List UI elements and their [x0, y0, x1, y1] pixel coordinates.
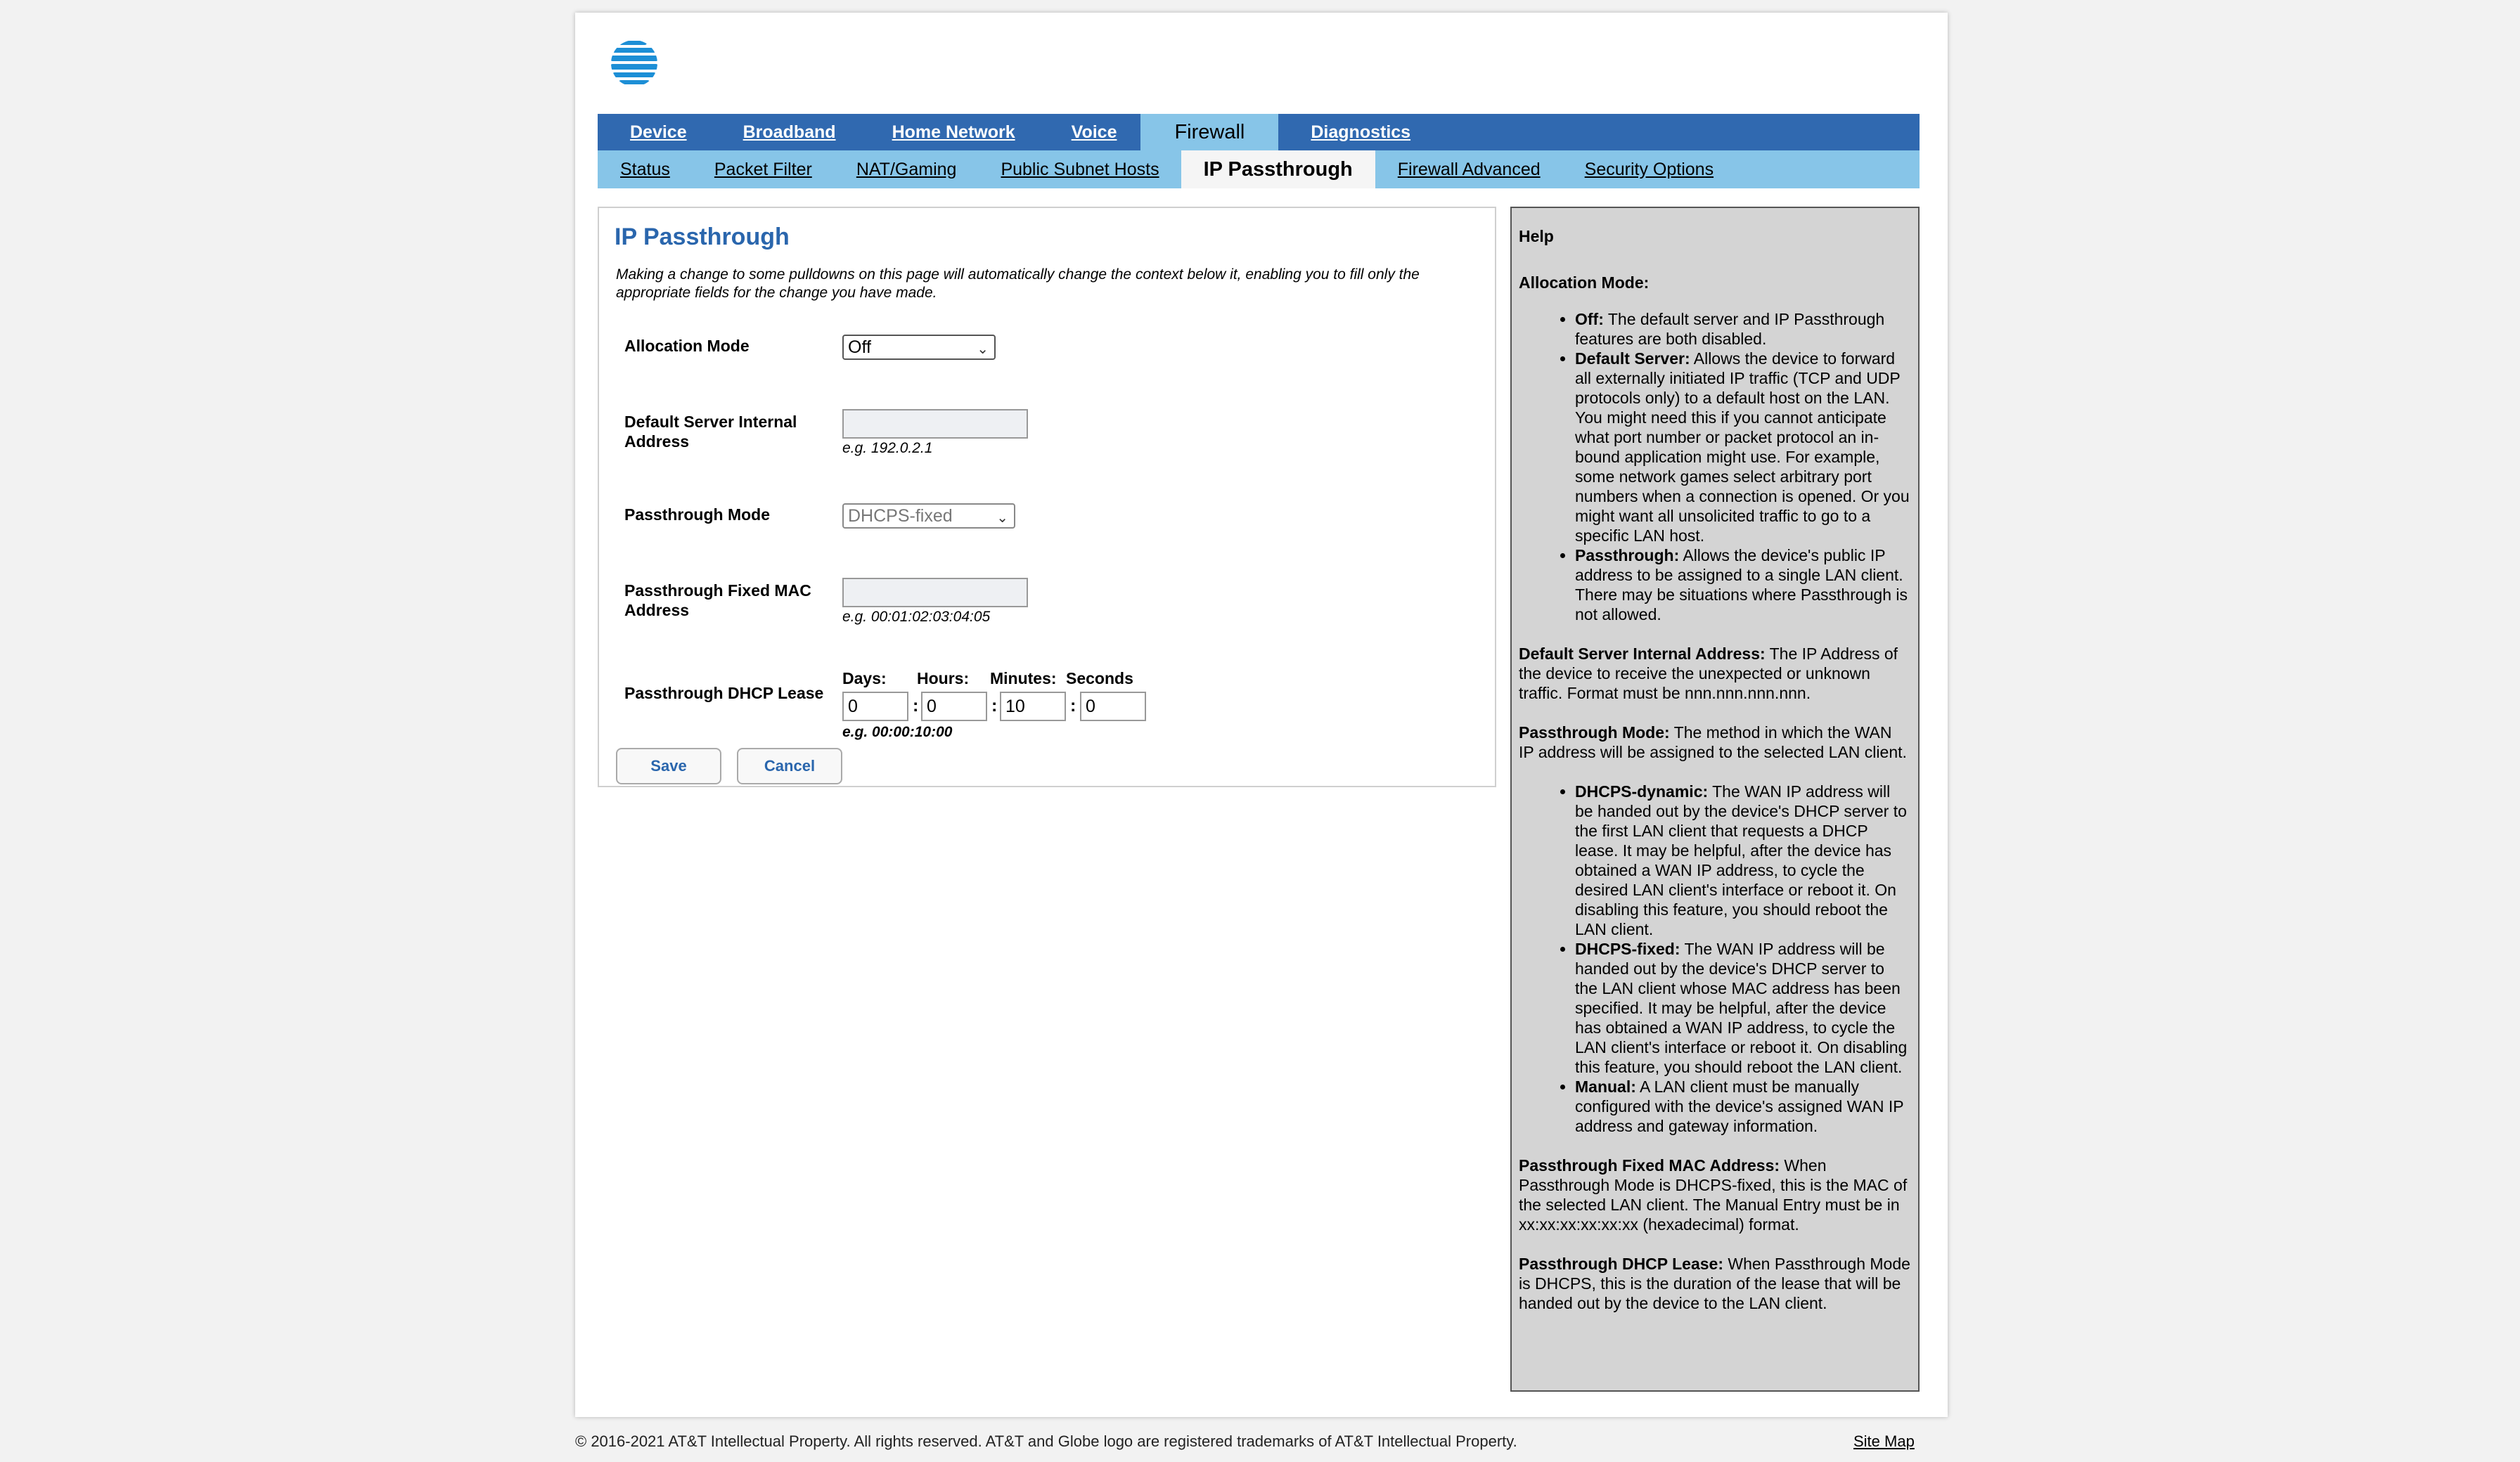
nav-voice[interactable]: Voice: [1071, 122, 1117, 142]
dhcp-lease-label: Passthrough DHCP Lease: [624, 684, 824, 702]
lease-separator: :: [991, 696, 998, 716]
nav-firewall[interactable]: Firewall: [1140, 114, 1278, 150]
help-default-server: Default Server Internal Address: The IP Address of the device to receive the unexpected or unknown traffic. Format must be nnn.nnn.nnn.nnn.: [1519, 645, 1898, 702]
help-mode-list: [1519, 782, 1911, 1136]
lease-minutes-header: Minutes:: [990, 669, 1057, 687]
subnav-status[interactable]: Status: [620, 159, 670, 179]
subnav-ip-passthrough[interactable]: IP Passthrough: [1181, 150, 1375, 188]
lease-days-header: Days:: [842, 669, 887, 687]
help-list-item: • Passthrough: Allows the device's public IP address to be assigned to a single LAN client. There may be situations where Passthrough is not allowed.: [1575, 545, 1911, 624]
allocation-mode-label: Allocation Mode: [624, 337, 750, 355]
page-title: IP Passthrough: [615, 224, 790, 250]
nav-home-network[interactable]: Home Network: [892, 122, 1015, 142]
chevron-down-icon: ⌄: [996, 510, 1008, 526]
subnav-security-options[interactable]: Security Options: [1584, 159, 1714, 179]
mac-address-input[interactable]: [842, 578, 1028, 607]
footer-copyright: © 2016-2021 AT&T Intellectual Property. All rights reserved. AT&T and Globe logo are registered trademarks of AT&T Intellectual Property.: [575, 1432, 1517, 1450]
lease-seconds-input[interactable]: 0: [1080, 692, 1146, 721]
help-list-item: • Off: The default server and IP Passthrough features are both disabled.: [1575, 309, 1911, 349]
default-server-input[interactable]: [842, 409, 1028, 439]
help-dhcp-lease: Passthrough DHCP Lease: When Passthrough Mode is DHCPS, this is the duration of the lease that will be handed out by the device to the LAN client.: [1519, 1255, 1910, 1312]
cancel-button[interactable]: Cancel: [737, 748, 842, 784]
lease-days-input[interactable]: 0: [842, 692, 908, 721]
lease-minutes-input[interactable]: 10: [1000, 692, 1066, 721]
allocation-mode-value: Off: [848, 337, 871, 357]
lease-hint: e.g. 00:00:10:00: [842, 724, 953, 740]
lease-hours-input[interactable]: 0: [921, 692, 987, 721]
top-nav: [598, 114, 1920, 150]
att-globe-logo: [609, 38, 660, 89]
default-server-hint: e.g. 192.0.2.1: [842, 440, 933, 456]
subnav-firewall-advanced[interactable]: Firewall Advanced: [1397, 159, 1541, 179]
page-container: [575, 13, 1948, 1417]
help-list-item: • Manual: A LAN client must be manually configured with the device's assigned WAN IP address and gateway information.: [1575, 1077, 1911, 1136]
sub-nav: [598, 150, 1920, 188]
help-allocation-heading: Allocation Mode:: [1519, 273, 1650, 292]
passthrough-mode-value: DHCPS-fixed: [848, 505, 953, 526]
help-list-item: • Default Server: Allows the device to forward all externally initiated IP traffic (TCP and UDP protocols only) to a default host on the LAN. You might need this if you cannot anticipate what port number or packet protocol an in-bound application might use. For example, some network games select arbitrary port numbers when a connection is opened. Or you might want all unsolicited traffic to go to a specific LAN host.: [1575, 349, 1911, 545]
chevron-down-icon: ⌄: [977, 342, 989, 357]
mac-address-label: Passthrough Fixed MAC Address: [624, 581, 811, 619]
help-title: Help: [1519, 227, 1554, 245]
passthrough-mode-label: Passthrough Mode: [624, 505, 771, 524]
ip-passthrough-form: [598, 207, 1496, 787]
default-server-label: Default Server Internal Address: [624, 413, 797, 451]
help-list-item: • DHCPS-fixed: The WAN IP address will be handed out by the device's DHCP server to the LAN client whose MAC address has been specified. It may be helpful, after the device has obtained a WAN IP address, to cycle the LAN client's interface or reboot it. On disabling this feature, you should reboot the LAN client.: [1575, 939, 1911, 1077]
subnav-nat-gaming[interactable]: NAT/Gaming: [856, 159, 957, 179]
help-allocation-list: [1519, 309, 1911, 624]
subnav-public-subnet-hosts[interactable]: Public Subnet Hosts: [1001, 159, 1159, 179]
help-panel: [1510, 207, 1920, 1392]
nav-device[interactable]: Device: [630, 122, 687, 142]
help-list-item: • DHCPS-dynamic: The WAN IP address will be handed out by the device's DHCP server to the first LAN client that requests a DHCP lease. It may be helpful, after the device has obtained a WAN IP address, to cycle the desired LAN client's interface or reboot it. On disabling this feature, you should reboot the LAN client.: [1575, 782, 1911, 939]
intro-text: Making a change to some pulldowns on this page will automatically change the context below it, enabling you to fill only the appropriate fields for the change you have made.: [616, 266, 1420, 301]
help-mac-address: Passthrough Fixed MAC Address: When Passthrough Mode is DHCPS-fixed, this is the MAC of the selected LAN client. The Manual Entry must be in xx:xx:xx:xx:xx:xx (hexadecimal) format.: [1519, 1156, 1908, 1234]
lease-hours-header: Hours:: [917, 669, 970, 687]
allocation-mode-select[interactable]: [842, 335, 996, 360]
site-map-link[interactable]: Site Map: [1853, 1432, 1915, 1450]
mac-address-hint: e.g. 00:01:02:03:04:05: [842, 609, 991, 625]
nav-broadband[interactable]: Broadband: [742, 122, 836, 142]
subnav-packet-filter[interactable]: Packet Filter: [714, 159, 812, 179]
passthrough-mode-select[interactable]: [842, 503, 1015, 529]
save-button[interactable]: Save: [616, 748, 721, 784]
nav-diagnostics[interactable]: Diagnostics: [1311, 122, 1411, 142]
lease-separator: :: [913, 696, 919, 716]
lease-separator: :: [1070, 696, 1076, 716]
help-passthrough-mode: Passthrough Mode: The method in which the WAN IP address will be assigned to the selected LAN client.: [1519, 723, 1907, 761]
lease-seconds-header: Seconds: [1066, 669, 1133, 687]
